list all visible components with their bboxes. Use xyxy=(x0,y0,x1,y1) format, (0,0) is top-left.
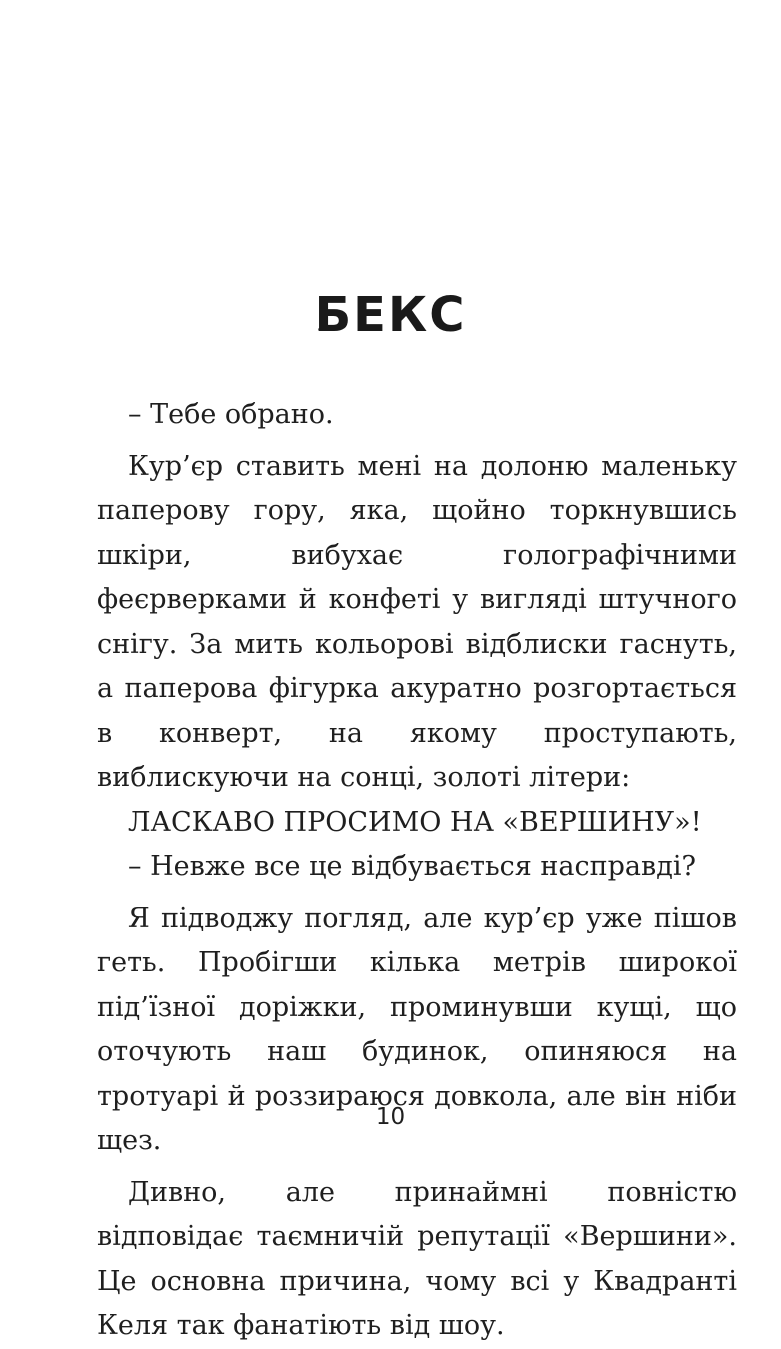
paragraph-2: Кур’єр ставить мені на долоню маленьку паперову гору, яка, щойно торкнувшись шкіри, вибухає голографічними феєрверками й конфеті у вигляді штучного снігу. За мить кольорові відблиски гаснуть, а паперова фігурка акуратно розгортається в конверт, на якому проступають, виблискуючи на сонці, золоті літери: xyxy=(97,450,737,793)
paragraph-4: – Невже все це відбувається насправді? xyxy=(128,851,696,882)
paragraph-1: – Тебе обрано. xyxy=(128,399,334,430)
page-number: 10 xyxy=(375,1104,406,1130)
body-text xyxy=(97,393,737,1349)
paragraph-5: Я підводжу погляд, але кур’єр уже пішов геть. Пробігши кілька метрів широкої під’їзної доріжки, проминувши кущі, що оточують наш будинок, опиняюся на тротуарі й роззираюся довкола, але він ніби щез. xyxy=(97,902,737,1156)
chapter-title: БЕКС xyxy=(314,287,467,343)
paragraph-6: Дивно, але принаймні повністю відповідає таємничій репутації «Вершини». Це основна причина, чому всі у Квадранті Келя так фанатіють від шоу. xyxy=(97,1176,737,1341)
paragraph-3: ЛАСКАВО ПРОСИМО НА «ВЕРШИНУ»! xyxy=(128,806,702,838)
